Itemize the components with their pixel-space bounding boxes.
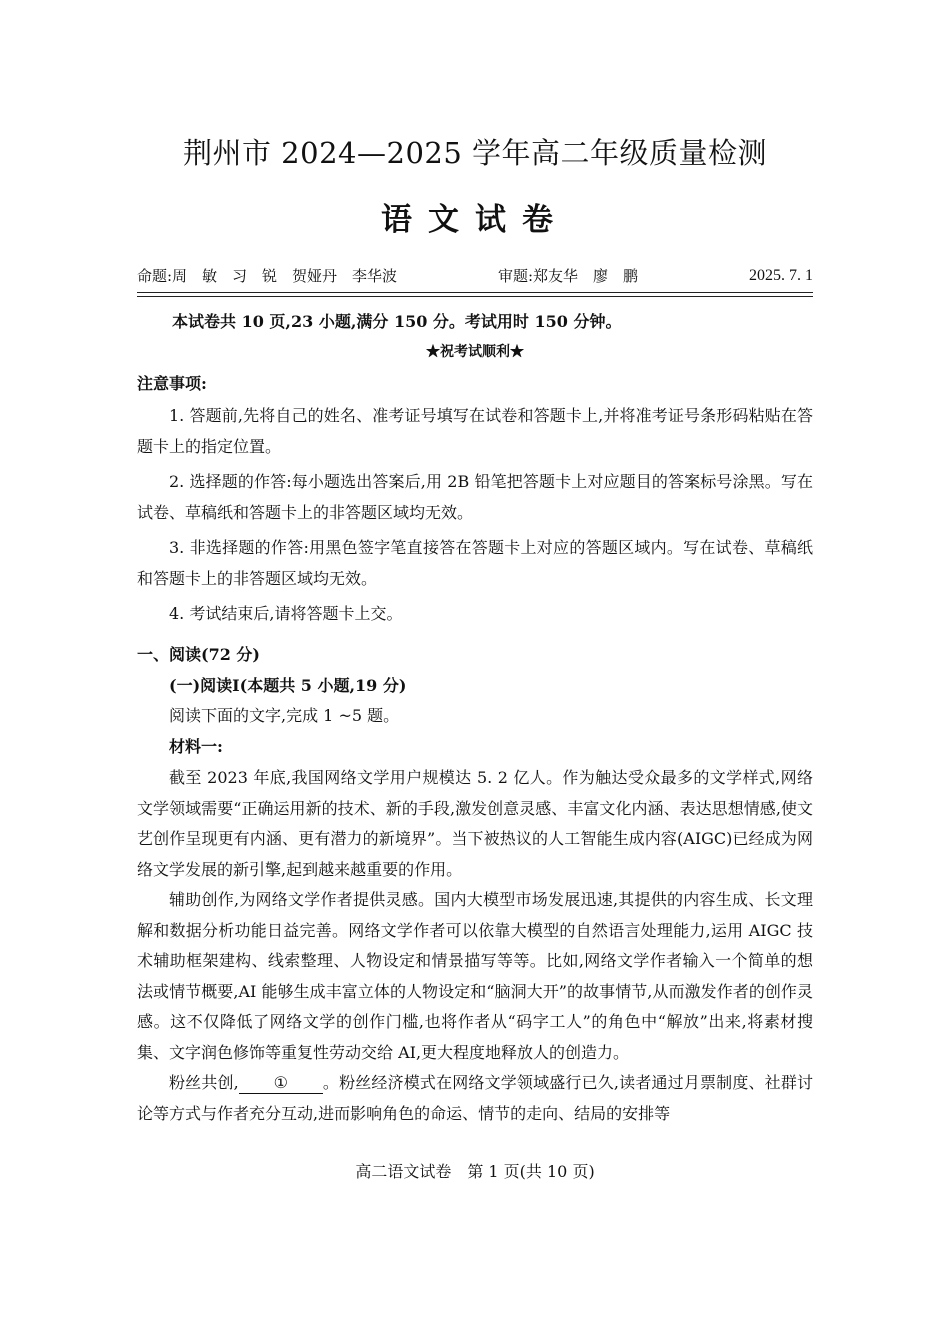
exam-date: 2025. 7. 1 — [749, 267, 813, 284]
page-footer: 高二语文试卷 第 1 页(共 10 页) — [355, 1162, 595, 1181]
passage-paragraph — [137, 1068, 813, 1129]
paragraph-rest: 。粉丝经济模式在网络文学领域盛行已久,读者通过月票制度、社群讨论等方式与作者充分互动,进而影响角色的命运、情节的走向、结局的安排等 — [137, 1073, 814, 1123]
sub-section-heading: (一)阅读Ⅰ(本题共 5 小题,19 分) — [169, 675, 407, 695]
note-item: 3. 非选择题的作答:用黑色签字笔直接答在答题卡上对应的答题区域内。写在试卷、草稿纸和答题卡上的非答题区域均无效。 — [137, 538, 813, 588]
reviewers-line: 审题:郑友华 廖 鹏 — [498, 267, 639, 285]
good-luck-banner: ★祝考试顺利★ — [426, 344, 524, 360]
notes-list — [137, 401, 813, 635]
paragraph-lead: 粉丝共创, — [169, 1073, 239, 1092]
notes-heading: 注意事项: — [137, 374, 207, 393]
header-rule-thick — [137, 292, 813, 293]
section-heading: 一、阅读(72 分) — [137, 645, 260, 664]
header-rule-thin — [137, 296, 813, 297]
fill-blank-1: ① — [239, 1073, 323, 1094]
exam-notice: 本试卷共 10 页,23 小题,满分 150 分。考试用时 150 分钟。 — [172, 312, 622, 331]
exam-title: 荆州市 2024—2025 学年高二年级质量检测 — [182, 136, 768, 170]
material-label: 材料一: — [169, 736, 223, 756]
section-reading — [137, 640, 813, 762]
note-item: 4. 考试结束后,请将答题卡上交。 — [169, 604, 403, 623]
passage-paragraph: 截至 2023 年底,我国网络文学用户规模达 5. 2 亿人。作为触达受众最多的文学样式,网络文学领域需要“正确运用新的技术、新的手段,激发创意灵感、丰富文化内涵、表达思想情感,使文艺创作呈现更有内涵、更有潜力的新境界”。当下被热议的人工智能生成内容(AIGC)已经成为网络文学发展的新引擎,起到越来越重要的作用。 — [137, 768, 813, 879]
subject-title: 语文试卷 — [381, 202, 569, 238]
passage-paragraph: 辅助创作,为网络文学作者提供灵感。国内大模型市场发展迅速,其提供的内容生成、长文理解和数据分析功能日益完善。网络文学作者可以依靠大模型的自然语言处理能力,运用 AIGC 技术辅助框架建构、线索整理、人物设定和情景描写等等。比如,网络文学作者输入一个简单的想法或情节概要,AI 能够生成丰富立体的人物设定和“脑洞大开”的故事情节,从而激发作者的创作灵感。这不仅降低了网络文学的创作门槛,也将作者从“码字工人”的角色中“解放”出来,将素材搜集、文字润色修饰等重复性劳动交给 AI,更大程度地释放人的创造力。 — [137, 890, 813, 1062]
note-item: 1. 答题前,先将自己的姓名、准考证号填写在试卷和答题卡上,并将准考证号条形码粘贴在答题卡上的指定位置。 — [137, 406, 813, 456]
note-item: 2. 选择题的作答:每小题选出答案后,用 2B 铅笔把答题卡上对应题目的答案标号涂黑。写在试卷、草稿纸和答题卡上的非答题区域均无效。 — [137, 472, 813, 522]
reading-passage — [137, 763, 813, 1129]
authors-line: 命题:周 敏 习 锐 贺娅丹 李华波 — [137, 267, 398, 285]
instruction-text: 阅读下面的文字,完成 1 ~5 题。 — [169, 706, 400, 725]
